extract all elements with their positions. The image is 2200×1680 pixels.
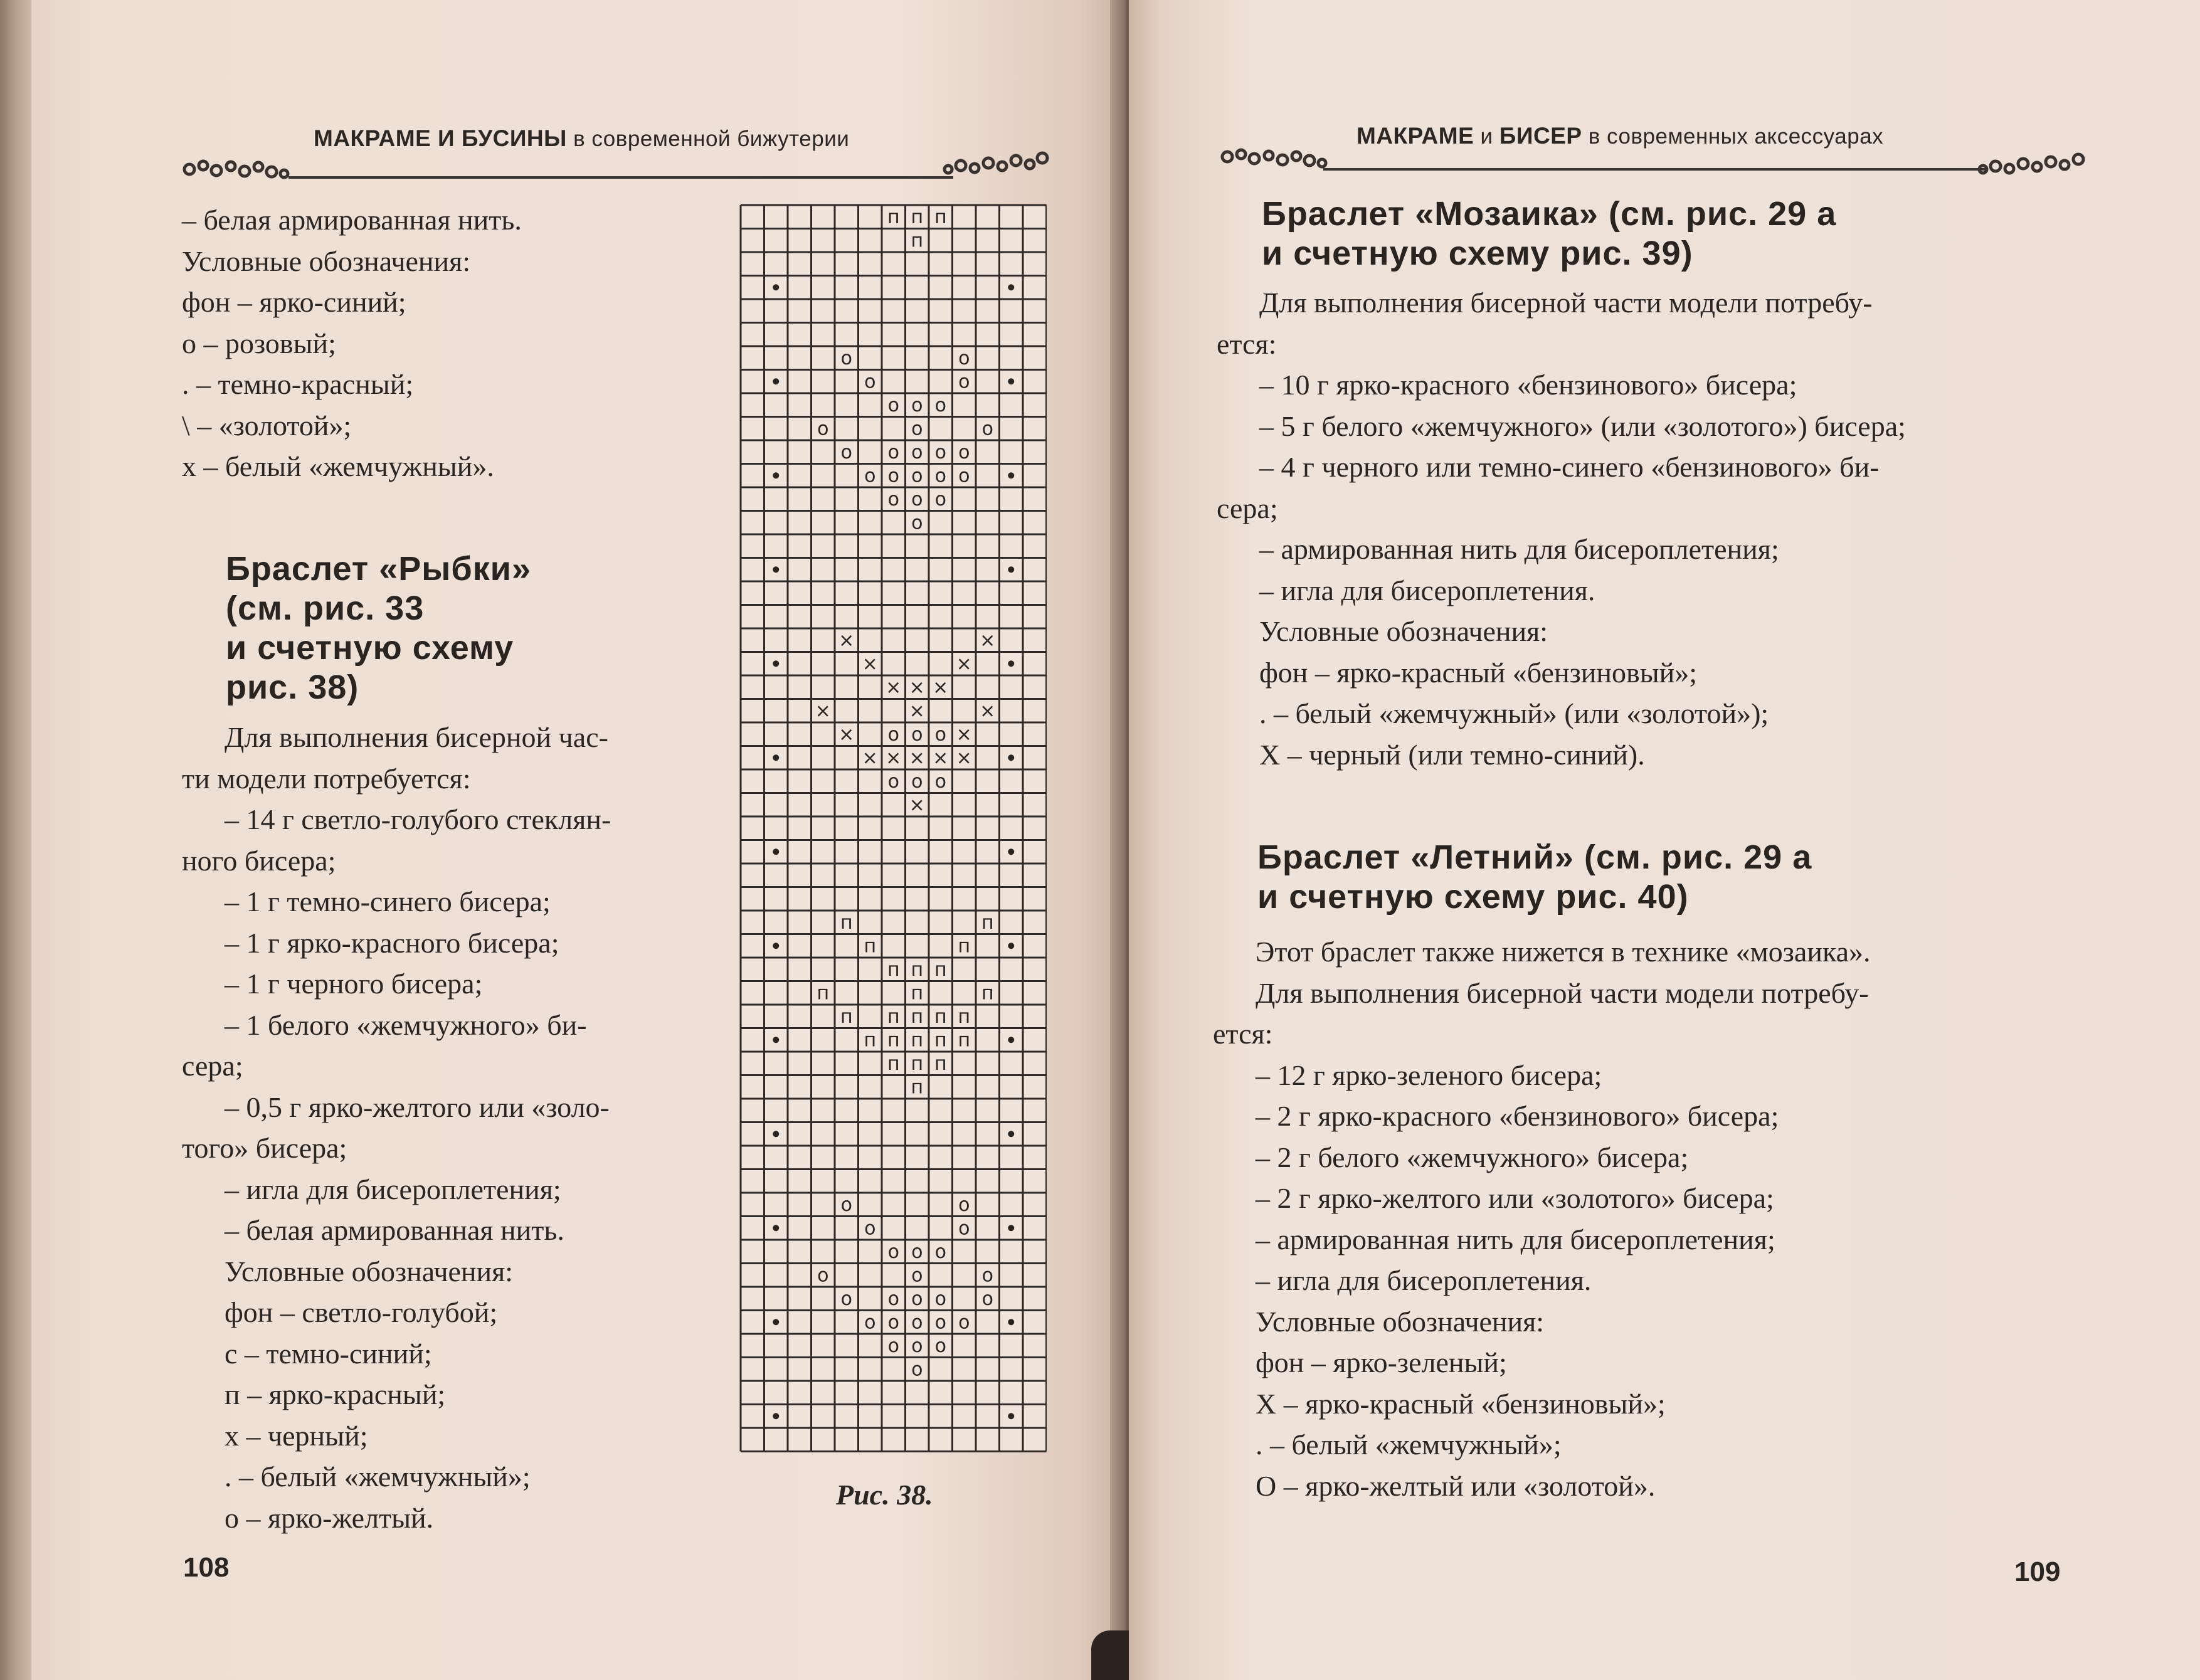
bead-symbol-n: п bbox=[934, 1052, 947, 1075]
bead-symbol-n: п bbox=[864, 1029, 877, 1052]
bead-symbol-o: o bbox=[934, 441, 946, 463]
text-line: Условные обозначения: bbox=[225, 1255, 514, 1287]
heading-line: и счетную схему рис. 39) bbox=[1262, 235, 1693, 272]
bead-symbol-dot bbox=[1008, 1131, 1014, 1137]
right-page-number: 109 bbox=[2014, 1556, 2061, 1587]
bead-symbol-dot bbox=[773, 1225, 779, 1231]
chart-background bbox=[741, 205, 1047, 1452]
bead-symbol-dot bbox=[1008, 754, 1014, 761]
bead-symbol-dot bbox=[1008, 1225, 1014, 1231]
bead-symbol-n: п bbox=[817, 982, 830, 1005]
bead-symbol-dot bbox=[1008, 566, 1014, 573]
text-line: – 5 г белого «жемчужного» (или «золотого») бисера; bbox=[1259, 409, 1906, 442]
bead-symbol-o: o bbox=[911, 723, 923, 746]
bead-symbol-dot bbox=[773, 1319, 779, 1325]
bead-symbol-n: п bbox=[887, 206, 900, 228]
text-line: ется: bbox=[1213, 1018, 1273, 1050]
bead-symbol-o: o bbox=[981, 418, 993, 440]
bead-symbol-o: o bbox=[911, 1311, 923, 1334]
heading-line: Браслет «Летний» (см. рис. 29 а bbox=[1257, 838, 1812, 876]
bead-symbol-o: o bbox=[911, 770, 923, 793]
bead-symbol-o: o bbox=[911, 441, 923, 463]
bead-symbol-n: п bbox=[911, 1076, 924, 1099]
bead-symbol-o: o bbox=[934, 394, 946, 416]
text-line: \ – «золотой»; bbox=[182, 409, 352, 441]
bead-symbol-dot bbox=[773, 848, 779, 855]
bead-symbol-o: o bbox=[911, 512, 923, 534]
bead-symbol-o: o bbox=[981, 1287, 993, 1310]
bead-symbol-dot bbox=[773, 1037, 779, 1043]
bead-symbol-dot bbox=[1008, 1037, 1014, 1043]
bead-symbol-x: × bbox=[886, 676, 902, 699]
bead-symbol-o: o bbox=[934, 488, 946, 510]
bead-symbol-n: п bbox=[934, 1029, 947, 1052]
text-line: с – темно-синий; bbox=[225, 1337, 432, 1370]
text-line: – 14 г светло-голубого стеклян- bbox=[225, 803, 611, 835]
left-running-head-rest: в современной бижутерии bbox=[566, 127, 850, 151]
bead-symbol-o: o bbox=[911, 1334, 923, 1357]
bead-symbol-x: × bbox=[909, 676, 925, 699]
bead-symbol-o: o bbox=[840, 347, 852, 369]
left-ornament-right-icon bbox=[941, 149, 1050, 177]
bead-symbol-dot bbox=[773, 943, 779, 949]
right-running-head-mid: и bbox=[1474, 124, 1499, 149]
text-line: . – белый «жемчужный» (или «золотой»); bbox=[1259, 697, 1769, 729]
bead-symbol-o: o bbox=[934, 1311, 946, 1334]
text-line: ти модели потребуется: bbox=[182, 762, 471, 795]
bead-symbol-o: o bbox=[958, 1217, 970, 1240]
right-ornament-icon bbox=[1220, 147, 1330, 172]
bead-symbol-dot bbox=[773, 566, 779, 573]
text-line: Этот браслет также нижется в технике «мозаика». bbox=[1256, 936, 1871, 968]
text-line: – 1 белого «жемчужного» би- bbox=[225, 1008, 587, 1041]
text-line: Условные обозначения: bbox=[1259, 615, 1548, 647]
bead-symbol-o: o bbox=[817, 418, 829, 440]
left-page-number: 108 bbox=[183, 1552, 230, 1583]
text-line: – 10 г ярко-красного «бензинового» бисера; bbox=[1259, 369, 1797, 401]
bead-symbol-x: × bbox=[980, 700, 996, 722]
right-running-head-rest: в современных аксессуарах bbox=[1582, 124, 1884, 149]
bead-symbol-n: п bbox=[934, 1005, 947, 1028]
bead-symbol-x: × bbox=[838, 723, 855, 746]
text-line: – 1 г черного бисера; bbox=[225, 968, 483, 1000]
bead-symbol-dot bbox=[773, 472, 779, 478]
bead-symbol-o: o bbox=[934, 1287, 946, 1310]
bead-symbol-o: o bbox=[887, 465, 899, 487]
bead-symbol-o: o bbox=[911, 394, 923, 416]
bead-symbol-o: o bbox=[887, 1287, 899, 1310]
bead-symbol-dot bbox=[1008, 472, 1014, 478]
right-running-head-main-1: МАКРАМЕ bbox=[1356, 123, 1474, 149]
text-line: – 2 г ярко-желтого или «золотого» бисера; bbox=[1256, 1182, 1774, 1214]
bead-chart-38 bbox=[738, 203, 1047, 1461]
heading-line: (см. рис. 33 bbox=[226, 589, 425, 627]
bead-symbol-dot bbox=[1008, 378, 1014, 384]
bead-symbol-o: o bbox=[934, 465, 946, 487]
heading-line: рис. 38) bbox=[226, 668, 359, 706]
bead-symbol-x: × bbox=[956, 747, 972, 769]
text-line: фон – светло-голубой; bbox=[225, 1296, 498, 1328]
bead-symbol-dot bbox=[1008, 1319, 1014, 1325]
bead-symbol-n: п bbox=[911, 1029, 924, 1052]
bead-symbol-o: o bbox=[958, 1193, 970, 1216]
heading-line: Браслет «Рыбки» bbox=[226, 550, 531, 588]
bead-symbol-n: п bbox=[934, 206, 947, 228]
bead-symbol-o: o bbox=[911, 1264, 923, 1287]
bead-symbol-o: o bbox=[887, 394, 899, 416]
bead-symbol-x: × bbox=[838, 629, 855, 652]
bead-symbol-o: o bbox=[864, 1217, 876, 1240]
bead-symbol-x: × bbox=[933, 676, 949, 699]
bead-symbol-o: o bbox=[887, 441, 899, 463]
bead-symbol-o: o bbox=[840, 1287, 852, 1310]
text-line: – белая армированная нить. bbox=[182, 204, 522, 236]
bead-symbol-o: o bbox=[934, 723, 946, 746]
text-line: . – темно-красный; bbox=[182, 368, 414, 400]
bead-symbol-n: п bbox=[840, 911, 853, 934]
text-line: сера; bbox=[182, 1050, 243, 1082]
bead-symbol-x: × bbox=[909, 794, 925, 816]
bead-symbol-o: o bbox=[981, 1264, 993, 1287]
letniy-body-text bbox=[1213, 931, 1871, 1506]
text-line: Для выполнения бисерной час- bbox=[225, 721, 608, 753]
bead-symbol-x: × bbox=[862, 747, 878, 769]
text-line: – белая армированная нить. bbox=[225, 1214, 564, 1246]
bead-symbol-n: п bbox=[911, 230, 924, 252]
text-line: Условные обозначения: bbox=[182, 245, 471, 277]
bead-symbol-o: o bbox=[911, 418, 923, 440]
bead-symbol-o: o bbox=[864, 465, 876, 487]
text-line: – 0,5 г ярко-желтого или «золо- bbox=[225, 1091, 610, 1123]
bead-symbol-n: п bbox=[864, 935, 877, 958]
text-line: о – ярко-желтый. bbox=[225, 1501, 434, 1534]
right-running-head bbox=[1356, 123, 1883, 149]
text-line: Х – черный (или темно-синий). bbox=[1259, 738, 1645, 771]
text-line: х – белый «жемчужный». bbox=[182, 450, 494, 482]
bead-symbol-n: п bbox=[958, 1029, 971, 1052]
bead-symbol-o: o bbox=[958, 465, 970, 487]
text-line: – 4 г черного или темно-синего «бензинового» би- bbox=[1259, 451, 1880, 483]
text-line: х – черный; bbox=[225, 1419, 368, 1452]
text-line: О – ярко-желтый или «золотой». bbox=[1256, 1469, 1656, 1502]
bead-symbol-o: o bbox=[958, 371, 970, 393]
bead-symbol-n: п bbox=[887, 958, 900, 981]
text-line: сера; bbox=[1217, 492, 1278, 524]
text-line: п – ярко-красный; bbox=[225, 1378, 446, 1410]
text-line: . – белый «жемчужный»; bbox=[225, 1461, 531, 1492]
bead-symbol-n: п bbox=[981, 911, 994, 934]
bead-symbol-o: o bbox=[911, 1240, 923, 1263]
text-line: ется: bbox=[1217, 327, 1277, 360]
bead-symbol-o: o bbox=[864, 371, 876, 393]
bead-symbol-o: o bbox=[887, 488, 899, 510]
bead-symbol-n: п bbox=[911, 982, 924, 1005]
text-line: – 12 г ярко-зеленого бисера; bbox=[1256, 1059, 1602, 1091]
bead-symbol-n: п bbox=[911, 1052, 924, 1075]
bead-symbol-x: × bbox=[956, 653, 972, 675]
bead-symbol-dot bbox=[1008, 1413, 1014, 1419]
left-intro-text bbox=[182, 199, 522, 487]
bead-symbol-o: o bbox=[887, 1240, 899, 1263]
text-line: – 1 г ярко-красного бисера; bbox=[225, 926, 559, 959]
bead-symbol-x: × bbox=[886, 747, 902, 769]
text-line: ного бисера; bbox=[182, 844, 336, 877]
heading-line: Браслет «Мозаика» (см. рис. 29 а bbox=[1262, 195, 1837, 233]
text-line: . – белый «жемчужный»; bbox=[1256, 1429, 1562, 1461]
mozaika-body-text bbox=[1217, 282, 1906, 775]
bead-symbol-x: × bbox=[933, 747, 949, 769]
mozaika-heading bbox=[1262, 194, 1836, 273]
left-running-head bbox=[314, 125, 849, 152]
bead-symbol-o: o bbox=[887, 770, 899, 793]
bead-symbol-x: × bbox=[956, 723, 972, 746]
bead-symbol-n: п bbox=[887, 1005, 900, 1028]
text-line: Условные обозначения: bbox=[1256, 1305, 1545, 1338]
text-line: фон – ярко-красный «бензиновый»; bbox=[1259, 656, 1697, 689]
text-line: Х – ярко-красный «бензиновый»; bbox=[1256, 1387, 1666, 1420]
bead-symbol-o: o bbox=[958, 347, 970, 369]
bead-symbol-n: п bbox=[958, 1005, 971, 1028]
bead-symbol-dot bbox=[773, 660, 779, 667]
bead-symbol-o: o bbox=[958, 1311, 970, 1334]
bead-symbol-n: п bbox=[840, 1005, 853, 1028]
bead-symbol-o: o bbox=[958, 441, 970, 463]
text-line: того» бисера; bbox=[182, 1132, 347, 1164]
bead-symbol-o: o bbox=[840, 1193, 852, 1216]
bead-symbol-n: п bbox=[981, 982, 994, 1005]
text-line: – армированная нить для бисероплетения; bbox=[1256, 1223, 1775, 1255]
bead-symbol-dot bbox=[1008, 943, 1014, 949]
bead-symbol-o: o bbox=[911, 488, 923, 510]
left-head-rule bbox=[288, 176, 953, 179]
text-line: – 1 г темно-синего бисера; bbox=[225, 885, 551, 917]
bead-symbol-o: o bbox=[911, 1287, 923, 1310]
right-ornament-right-icon bbox=[1975, 151, 2088, 179]
text-line: – игла для бисероплетения; bbox=[225, 1173, 561, 1205]
bead-symbol-dot bbox=[1008, 848, 1014, 855]
bead-symbol-dot bbox=[773, 378, 779, 384]
bead-symbol-o: o bbox=[911, 1358, 923, 1381]
text-line: – игла для бисероплетения. bbox=[1256, 1264, 1592, 1296]
figure-caption: Рис. 38. bbox=[836, 1479, 933, 1511]
rybki-heading bbox=[226, 549, 531, 707]
bead-symbol-o: o bbox=[887, 1334, 899, 1357]
bead-symbol-o: o bbox=[864, 1311, 876, 1334]
text-line: Для выполнения бисерной части модели потребу- bbox=[1256, 976, 1869, 1009]
text-line: фон – ярко-зеленый; bbox=[1256, 1346, 1507, 1378]
letniy-heading bbox=[1257, 838, 1812, 917]
text-line: фон – ярко-синий; bbox=[182, 286, 406, 318]
bead-symbol-dot bbox=[773, 1413, 779, 1419]
bead-symbol-n: п bbox=[911, 958, 924, 981]
rybki-body-text bbox=[182, 717, 611, 1538]
bead-symbol-x: × bbox=[815, 700, 831, 722]
bead-symbol-x: × bbox=[909, 747, 925, 769]
bead-symbol-o: o bbox=[887, 1311, 899, 1334]
bead-symbol-o: o bbox=[887, 723, 899, 746]
bead-symbol-x: × bbox=[980, 629, 996, 652]
text-line: – армированная нить для бисероплетения; bbox=[1259, 533, 1779, 565]
bead-symbol-x: × bbox=[862, 653, 878, 675]
bead-symbol-x: × bbox=[909, 700, 925, 722]
bead-symbol-o: o bbox=[934, 1240, 946, 1263]
bead-symbol-n: п bbox=[887, 1052, 900, 1075]
bead-symbol-n: п bbox=[887, 1029, 900, 1052]
bead-symbol-o: o bbox=[840, 441, 852, 463]
right-running-head-main-2: БИСЕР bbox=[1499, 123, 1582, 149]
bead-symbol-n: п bbox=[934, 958, 947, 981]
right-head-rule bbox=[1323, 168, 1988, 171]
text-line: – игла для бисероплетения. bbox=[1259, 574, 1595, 606]
bead-symbol-o: o bbox=[934, 770, 946, 793]
bead-symbol-dot bbox=[773, 1131, 779, 1137]
bead-symbol-o: o bbox=[934, 1334, 946, 1357]
bead-symbol-o: o bbox=[817, 1264, 829, 1287]
text-line: – 2 г белого «жемчужного» бисера; bbox=[1256, 1141, 1689, 1173]
bead-symbol-n: п bbox=[958, 935, 971, 958]
text-line: – 2 г ярко-красного «бензинового» бисера; bbox=[1256, 1100, 1779, 1132]
left-running-head-main: МАКРАМЕ И БУСИНЫ bbox=[314, 125, 567, 151]
heading-line: и счетную схему рис. 40) bbox=[1257, 878, 1689, 916]
bead-symbol-dot bbox=[773, 284, 779, 290]
bead-symbol-dot bbox=[1008, 284, 1014, 290]
bead-symbol-o: o bbox=[911, 465, 923, 487]
text-line: Для выполнения бисерной части модели потребу- bbox=[1259, 287, 1873, 319]
bead-symbol-n: п bbox=[911, 1005, 924, 1028]
bead-symbol-dot bbox=[773, 754, 779, 761]
heading-line: и счетную схему bbox=[226, 629, 514, 667]
bead-symbol-dot bbox=[1008, 660, 1014, 667]
left-ornament-icon bbox=[182, 158, 292, 183]
text-line: о – розовый; bbox=[182, 327, 336, 359]
bead-symbol-n: п bbox=[911, 206, 924, 228]
